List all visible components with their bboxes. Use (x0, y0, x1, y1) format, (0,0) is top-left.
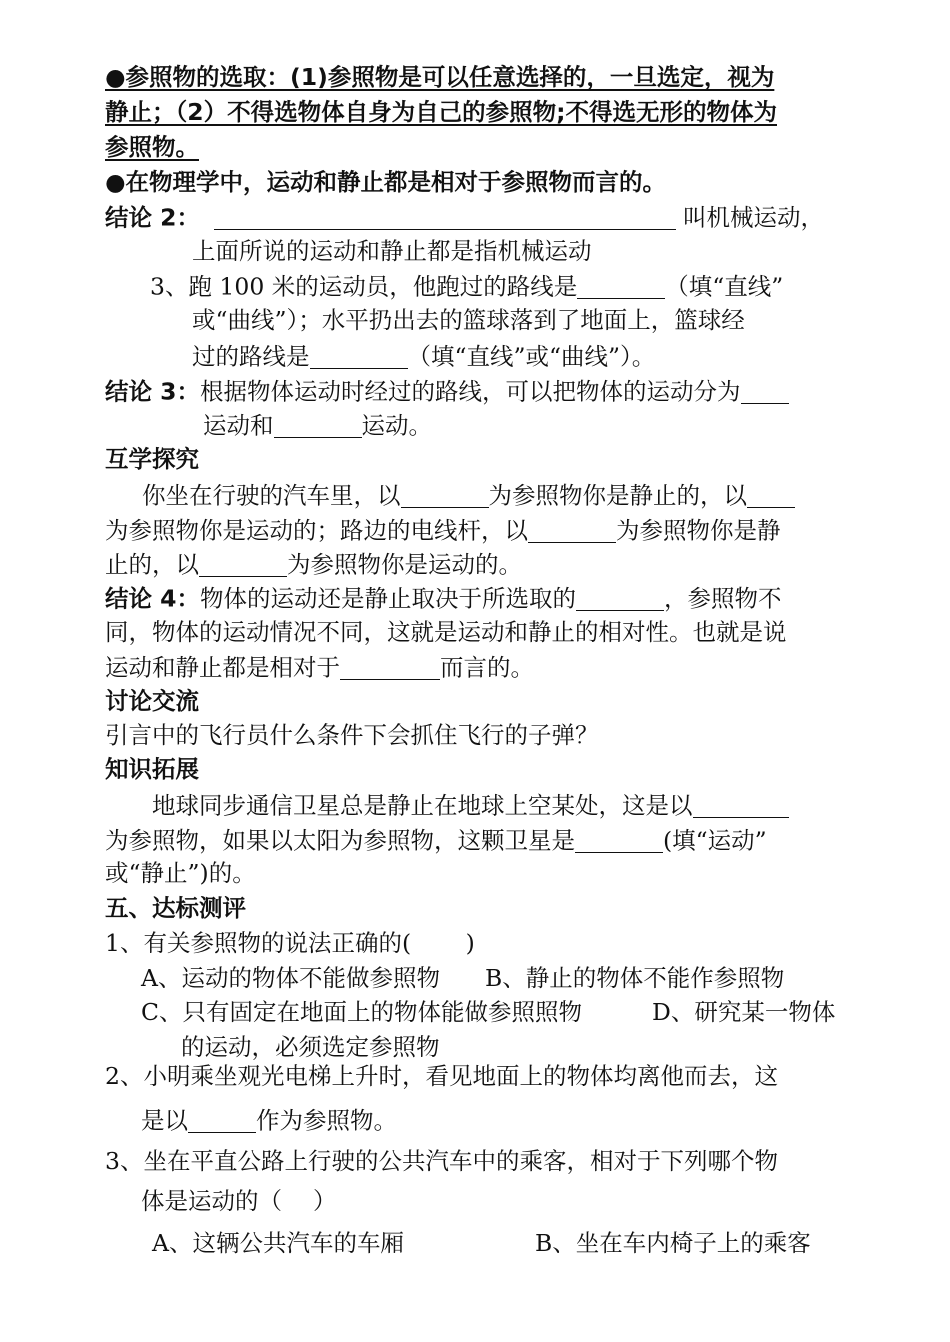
test-q3-option-b[interactable]: B、坐在车内椅子上的乘客 (535, 1229, 811, 1257)
discussion-question: 引言中的飞行员什么条件下会抓住飞行的子弹？ (105, 721, 599, 749)
conclusion-3-text: 运动。 (361, 411, 432, 440)
conclusion-3-text: 根据物体运动时经过的路线，可以把物体的运动分为 (200, 377, 741, 406)
intro-line-4: ●在物理学中，运动和静止都是相对于参照物而言的。 (105, 168, 667, 196)
conclusion-4-text: 运动和静止都是相对于 (105, 653, 340, 682)
mutual-study-text: 为参照物你是静止的，以 (488, 481, 747, 510)
conclusion-2-text: 叫机械运动， (683, 203, 825, 232)
conclusion-2-label: 结论 2： (105, 203, 201, 232)
heading-discussion: 讨论交流 (105, 687, 199, 715)
conclusion-4-label: 结论 4： (105, 584, 201, 613)
intro-line-1: ●参照物的选取：(1)参照物是可以任意选择的，一旦选定，视为 (105, 63, 775, 91)
conclusion-4-line-2: 同，物体的运动情况不同，这就是运动和静止的相对性。也就是说 (105, 618, 787, 646)
intro-line-3: 参照物。 (105, 133, 199, 161)
test-q1-option-a[interactable]: A、运动的物体不能做参照物 (141, 964, 440, 992)
q3-text: 3、跑 100 米的运动员，他跑过的路线是 (150, 272, 578, 301)
conclusion-4-text: ，参照物不 (664, 584, 782, 613)
q3-hint: （填“直线”或“曲线”）。 (407, 342, 656, 371)
heading-assessment: 五、达标测评 (105, 894, 246, 922)
conclusion-4-line-1 (105, 586, 782, 611)
fill-blank[interactable] (310, 344, 408, 369)
test-q3-line-1: 3、坐在平直公路上行驶的公共汽车中的乘客，相对于下列哪个物 (105, 1147, 778, 1175)
mutual-study-text: 你坐在行驶的汽车里，以 (142, 481, 401, 510)
test-q2-text: 作为参照物。 (256, 1106, 397, 1135)
fill-blank[interactable] (576, 586, 664, 611)
mutual-study-line-3 (105, 552, 522, 577)
fill-blank[interactable] (274, 413, 362, 438)
test-q1-option-c[interactable]: C、只有固定在地面上的物体能做参照照物 (141, 998, 582, 1026)
test-q1-option-d-cont: 的运动，必须选定参照物 (181, 1033, 440, 1061)
conclusion-3-text: 运动和 (203, 411, 274, 440)
test-q2-line-1: 2、小明乘坐观光电梯上升时，看见地面上的物体均离他而去，这 (105, 1062, 778, 1090)
heading-knowledge-extension: 知识拓展 (105, 755, 199, 783)
q3-line-1 (150, 274, 783, 299)
fill-blank[interactable] (528, 518, 616, 543)
fill-blank[interactable] (199, 552, 287, 577)
q3-line-2: 或“曲线”）；水平扔出去的篮球落到了地面上，篮球经 (192, 306, 745, 334)
fill-blank[interactable] (693, 793, 789, 818)
test-q3-option-a[interactable]: A、这辆公共汽车的车厢 (152, 1229, 404, 1257)
mutual-study-text: 为参照物你是运动的。 (287, 550, 522, 579)
heading-mutual-study: 互学探究 (105, 445, 199, 473)
conclusion-3-line-1 (105, 379, 789, 404)
conclusion-2-line-2: 上面所说的运动和静止都是指机械运动 (192, 237, 592, 265)
conclusion-4-text: 物体的运动还是静止取决于所选取的 (200, 584, 577, 613)
conclusion-3-label: 结论 3： (105, 377, 201, 406)
extension-text: 地球同步通信卫星总是静止在地球上空某处，这是以 (152, 791, 693, 820)
mutual-study-line-1 (142, 483, 795, 508)
fill-blank[interactable] (575, 828, 663, 853)
fill-blank[interactable] (741, 379, 789, 404)
test-q3-line-2: 体是运动的（ ） (141, 1187, 337, 1215)
q3-text: 过的路线是 (192, 342, 310, 371)
extension-line-1 (152, 793, 789, 818)
extension-text: (填“运动” (663, 826, 767, 855)
mutual-study-text: 为参照物你是静 (616, 516, 781, 545)
fill-blank[interactable] (188, 1108, 256, 1133)
test-q2-text: 是以 (141, 1106, 188, 1135)
conclusion-4-line-3 (105, 655, 534, 680)
mutual-study-text: 止的，以 (105, 550, 199, 579)
test-q1-option-b[interactable]: B、静止的物体不能作参照物 (485, 964, 785, 992)
q3-hint: （填“直线” (665, 272, 784, 301)
conclusion-2-line-1 (105, 205, 824, 230)
extension-line-3: 或“静止”)的。 (105, 859, 256, 887)
mutual-study-text: 为参照物你是运动的；路边的电线杆，以 (105, 516, 528, 545)
conclusion-3-line-2 (203, 413, 432, 438)
intro-line-2: 静止；（2）不得选物体自身为自己的参照物;不得选无形的物体为 (105, 98, 777, 126)
fill-blank[interactable] (340, 655, 440, 680)
fill-blank[interactable] (577, 274, 665, 299)
test-q1: 1、有关参照物的说法正确的( ) (105, 929, 475, 957)
conclusion-4-text: 而言的。 (440, 653, 534, 682)
test-q2-line-2 (141, 1108, 397, 1133)
fill-blank[interactable] (747, 483, 795, 508)
fill-blank[interactable] (401, 483, 489, 508)
test-q1-option-d[interactable]: D、研究某一物体 (652, 998, 836, 1026)
fill-blank[interactable] (214, 205, 676, 230)
mutual-study-line-2 (105, 518, 781, 543)
extension-line-2 (105, 828, 767, 853)
q3-line-3 (192, 344, 655, 369)
extension-text: 为参照物，如果以太阳为参照物，这颗卫星是 (105, 826, 575, 855)
